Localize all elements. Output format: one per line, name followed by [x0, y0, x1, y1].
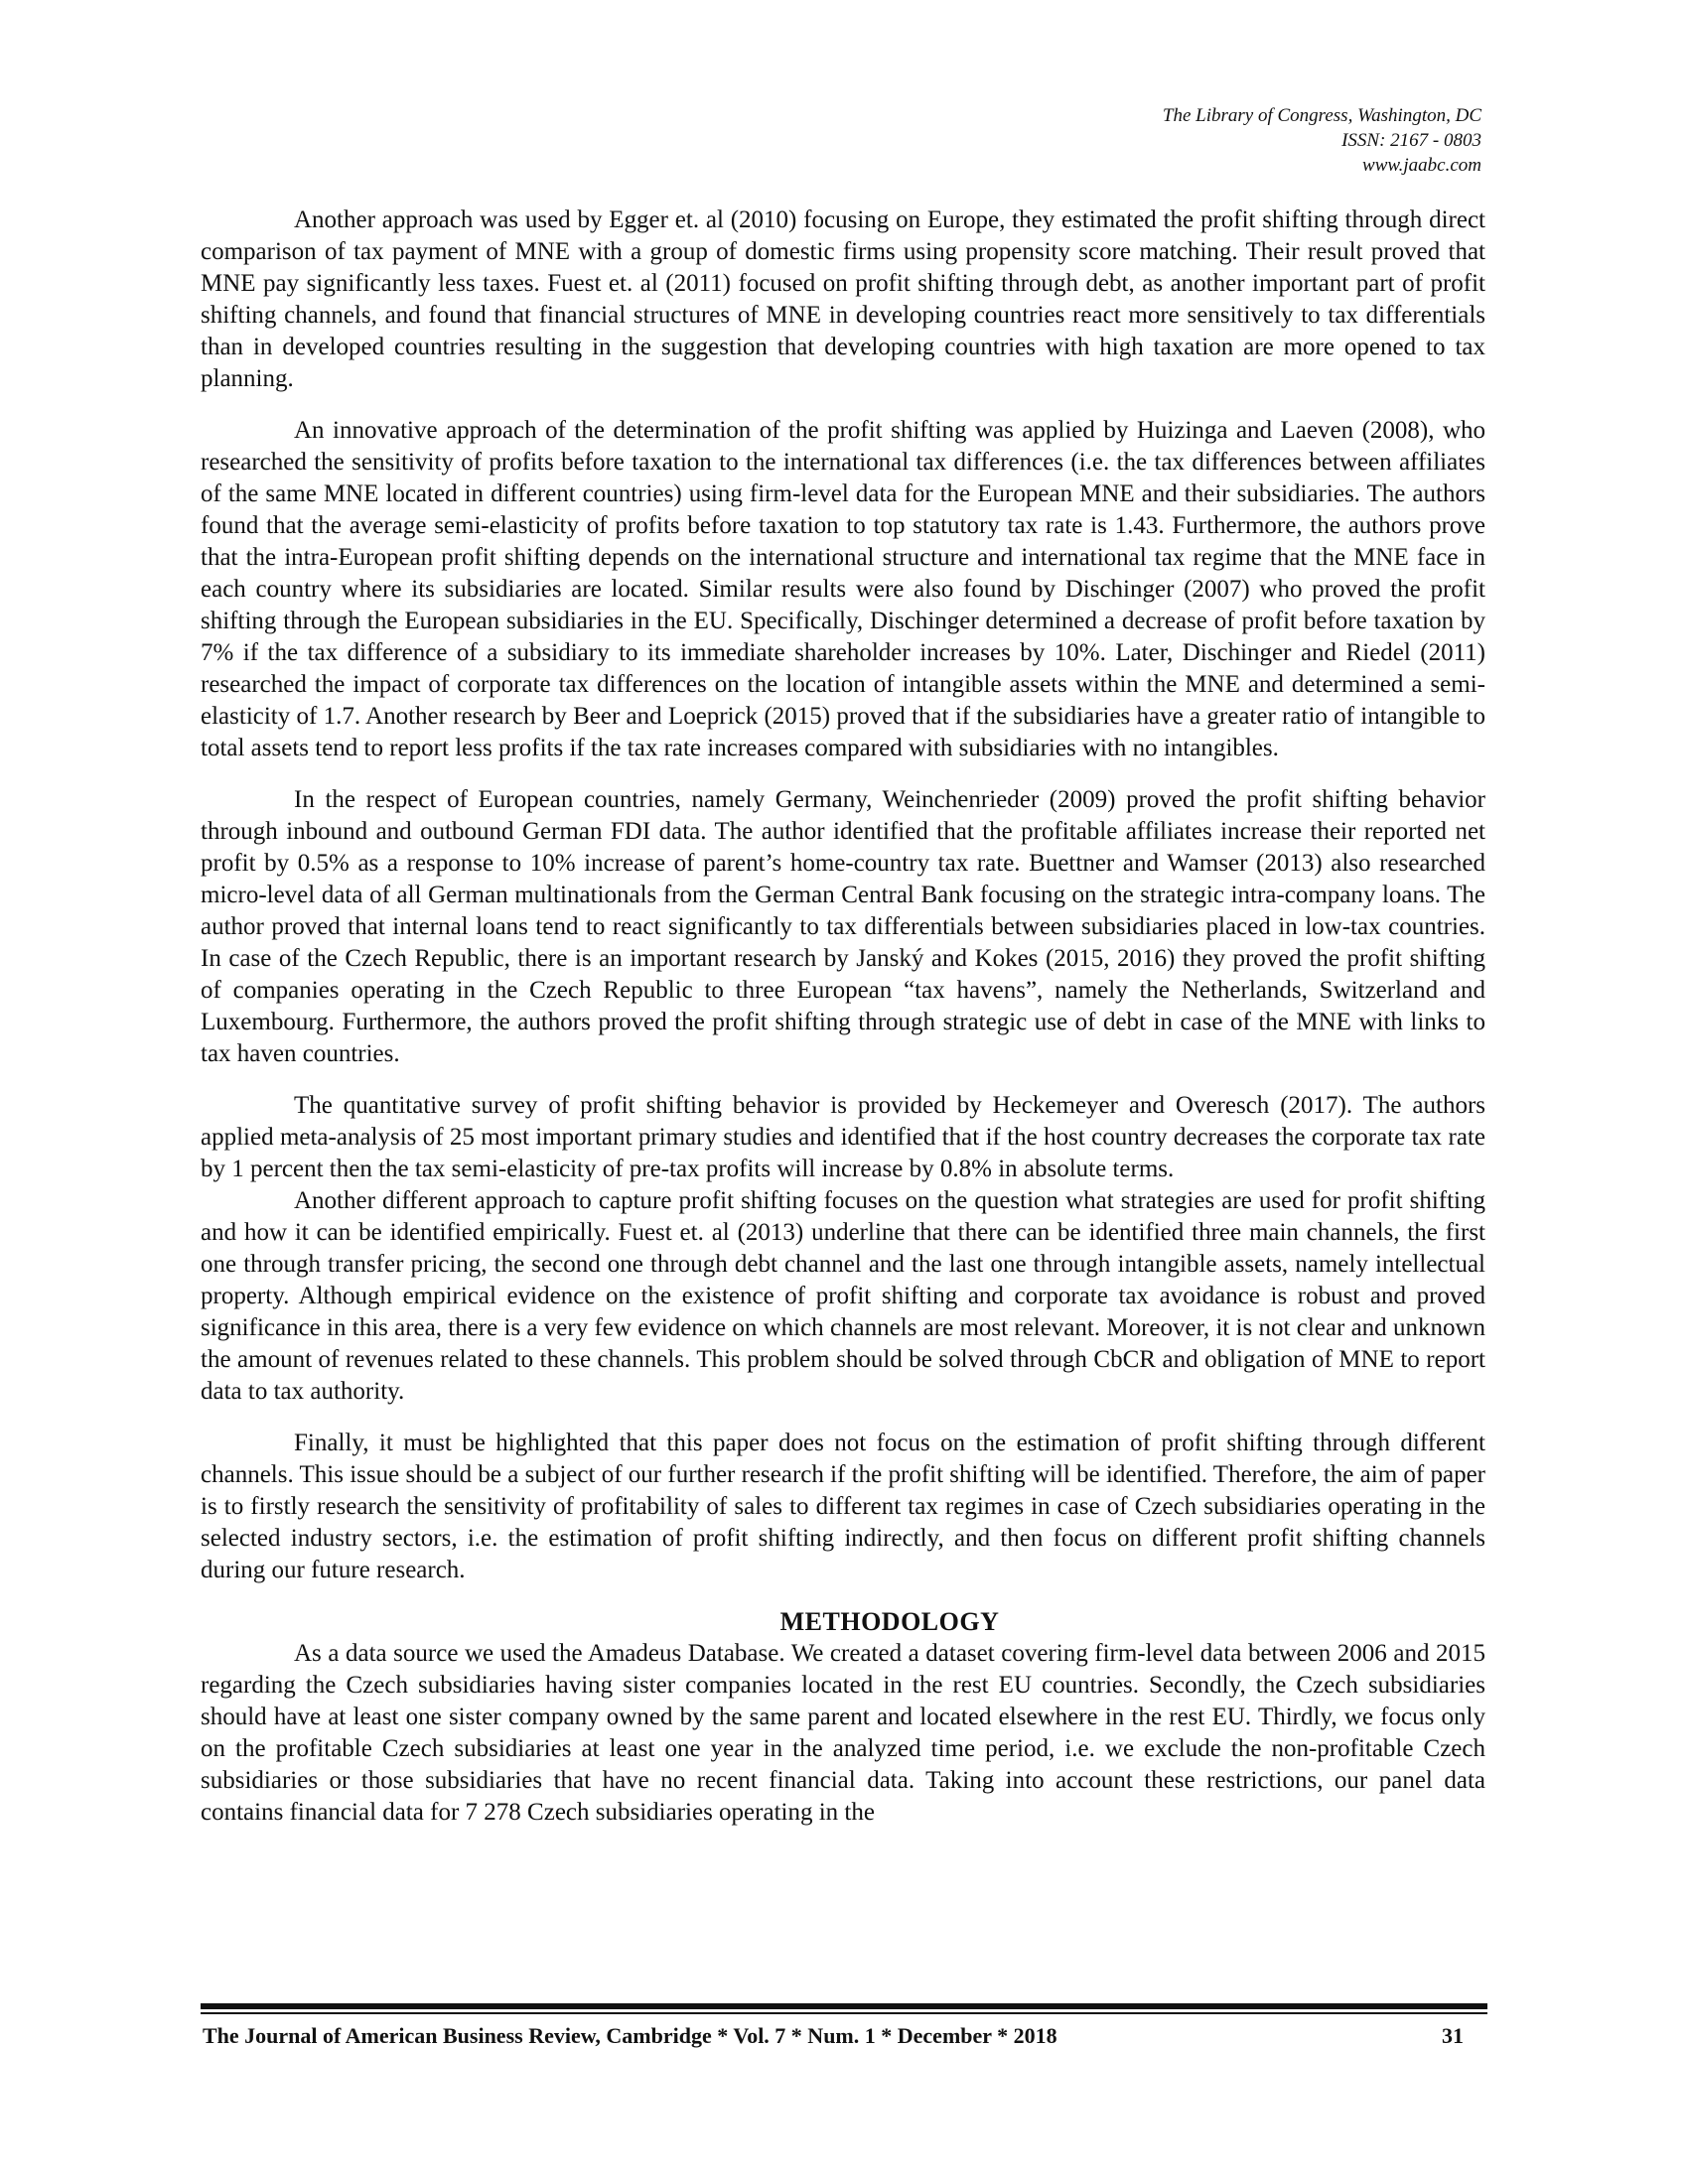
page-number: 31: [1442, 2023, 1464, 2048]
footer-journal: The Journal of American Business Review, Cambridge * Vol. 7 * Num. 1 * December * 2018: [203, 2023, 1057, 2048]
header-publisher: The Library of Congress, Washington, DC: [1162, 105, 1481, 126]
footer-rule: [201, 2003, 1487, 2009]
footer-rule-thin: [201, 2012, 1487, 2014]
header-website: www.jaabc.com: [1362, 155, 1481, 176]
header-issn: ISSN: 2167 - 0803: [1341, 130, 1481, 151]
paragraph: Another approach was used by Egger et. al (2010) focusing on Europe, they estimated the profit shifting through direct comparison of tax payment of MNE with a group of domestic firms using propensity score matching. Their result proved that MNE pay significantly less taxes. Fuest et. al (2011) focused on profit shifting through debt, as another important part of profit shifting channels, and found that financial structures of MNE in developing countries react more sensitively to tax differentials than in developed countries resulting in the suggestion that developing countries with high taxation are more opened to tax planning.: [201, 206, 1485, 392]
paragraph: In the respect of European countries, namely Germany, Weinchenrieder (2009) proved the profit shifting behavior through inbound and outbound German FDI data. The author identified that the profitable affiliates increase their reported net profit by 0.5% as a response to 10% increase of parent’s home-country tax rate. Buettner and Wamser (2013) also researched micro-level data of all German multinationals from the German Central Bank focusing on the strategic intra-company loans. The author proved that internal loans tend to react significantly to tax differentials between subsidiaries placed in low-tax countries. In case of the Czech Republic, there is an important research by Janský and Kokes (2015, 2016) they proved the profit shifting of companies operating in the Czech Republic to three European “tax havens”, namely the Netherlands, Switzerland and Luxembourg. Furthermore, the authors proved the profit shifting through strategic use of debt in case of the MNE with links to tax haven countries.: [201, 786, 1485, 1067]
paragraph: An innovative approach of the determination of the profit shifting was applied by Huizinga and Laeven (2008), who researched the sensitivity of profits before taxation to the international tax differences (i.e. the tax differences between affiliates of the same MNE located in different countries) using firm-level data for the European MNE and their subsidiaries. The authors found that the average semi-elasticity of profits before taxation to top statutory tax rate is 1.43. Furthermore, the authors prove that the intra-European profit shifting depends on the international structure and international tax regime that the MNE face in each country where its subsidiaries are located. Similar results were also found by Dischinger (2007) who proved the profit shifting through the European subsidiaries in the EU. Specifically, Dischinger determined a decrease of profit before taxation by 7% if the tax difference of a subsidiary to its immediate shareholder increases by 10%. Later, Dischinger and Riedel (2011) researched the impact of corporate tax differences on the location of intangible assets within the MNE and determined a semi-elasticity of 1.7. Another research by Beer and Loeprick (2015) proved that if the subsidiaries have a greater ratio of intangible to total assets tend to report less profits if the tax rate increases compared with subsidiaries with no intangibles.: [201, 417, 1485, 761]
running-header: [886, 103, 1481, 178]
paragraph: Another different approach to capture profit shifting focuses on the question what strategies are used for profit shifting and how it can be identified empirically. Fuest et. al (2013) underline that there can be identified three main channels, the first one through transfer pricing, the second one through debt channel and the last one through intangible assets, namely intellectual property. Although empirical evidence on the existence of profit shifting and corporate tax avoidance is robust and proved significance in this area, there is a very few evidence on which channels are most relevant. Moreover, it is not clear and unknown the amount of revenues related to these channels. This problem should be solved through CbCR and obligation of MNE to report data to tax authority.: [201, 1187, 1485, 1405]
paragraph: Finally, it must be highlighted that this paper does not focus on the estimation of profit shifting through different channels. This issue should be a subject of our further research if the profit shifting will be identified. Therefore, the aim of paper is to firstly research the sensitivity of profitability of sales to different tax regimes in case of Czech subsidiaries operating in the selected industry sectors, i.e. the estimation of profit shifting indirectly, and then focus on different profit shifting channels during our future research.: [201, 1430, 1485, 1583]
paragraph: The quantitative survey of profit shifting behavior is provided by Heckemeyer and Overesch (2017). The authors applied meta-analysis of 25 most important primary studies and identified that if the host country decreases the corporate tax rate by 1 percent then the tax semi-elasticity of pre-tax profits will increase by 0.8% in absolute terms.: [201, 1092, 1485, 1182]
section-heading: METHODOLOGY: [779, 1607, 1000, 1636]
paragraph: As a data source we used the Amadeus Database. We created a dataset covering firm-level data between 2006 and 2015 regarding the Czech subsidiaries having sister companies located in the rest EU countries. Secondly, the Czech subsidiaries should have at least one sister company owned by the same parent and located elsewhere in the rest EU. Thirdly, we focus only on the profitable Czech subsidiaries at least one year in the analyzed time period, i.e. we exclude the non-profitable Czech subsidiaries or those subsidiaries that have no recent financial data. Taking into account these restrictions, our panel data contains financial data for 7 278 Czech subsidiaries operating in the: [201, 1640, 1485, 1826]
body-text: [201, 205, 1485, 1829]
